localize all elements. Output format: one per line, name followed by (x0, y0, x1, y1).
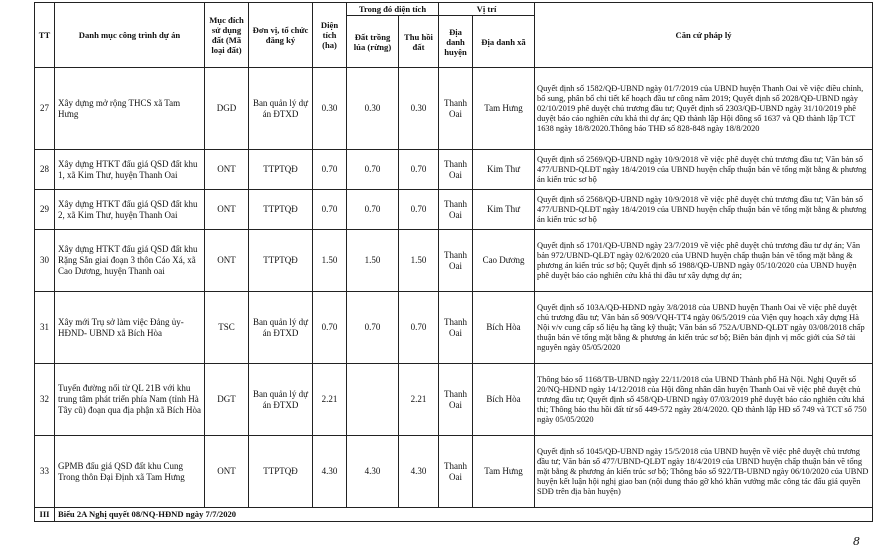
cell-district: Thanh Oai (439, 436, 473, 508)
table-row (35, 190, 873, 230)
header-project: Danh mục công trình dự án (55, 3, 205, 68)
cell-area: 2.21 (313, 364, 347, 436)
table-row (35, 364, 873, 436)
section-title: Biểu 2A Nghị quyết 08/NQ-HĐND ngày 7/7/2020 (55, 508, 873, 522)
cell-rice (347, 364, 399, 436)
header-purpose: Mục đích sử dụng đất (Mã loại đất) (205, 3, 249, 68)
cell-area: 0.30 (313, 68, 347, 150)
cell-tt: 29 (35, 190, 55, 230)
land-use-table (34, 2, 873, 522)
cell-purpose: ONT (205, 190, 249, 230)
cell-project: Xây dựng HTKT đấu giá QSD đất khu 1, xã Kim Thư, huyện Thanh Oai (55, 150, 205, 190)
header-rice: Đất trồng lúa (rừng) (347, 16, 399, 68)
header-tt: TT (35, 3, 55, 68)
cell-purpose: ONT (205, 230, 249, 292)
cell-rice: 1.50 (347, 230, 399, 292)
table-row (35, 436, 873, 508)
cell-basis: Quyết định số 2568/QĐ-UBND ngày 10/9/2018 về việc phê duyệt chủ trương đầu tư; Văn bản số 477/UBND-QLĐT ngày 18/4/2019 của UBND huyện chấp thuận bản vẽ tổng mặt bằng & phương án kiến trúc sơ bộ (535, 190, 873, 230)
cell-area: 1.50 (313, 230, 347, 292)
cell-tt: 28 (35, 150, 55, 190)
cell-basis: Quyết định số 1045/QĐ-UBND ngày 15/5/2018 của UBND huyện về việc phê duyệt chủ trương đầu tư; Văn bản số 477/UBND-QLĐT ngày 18/4/2019 của UBND huyện chấp thuận bản vẽ tổng mặt bằng & phương án kiến trúc sơ bộ; Thông báo số 922/TB-UBND ngày 06/10/2020 của UBND huyện kết luận hội nghị giao ban (nội dung tháo gỡ khó khăn vướng mắc công tác đấu giá quyền SDĐ trên địa bàn huyện) (535, 436, 873, 508)
cell-unit: TTPTQĐ (249, 230, 313, 292)
cell-purpose: TSC (205, 292, 249, 364)
cell-commune: Tam Hưng (473, 436, 535, 508)
header-recover: Thu hồi đất (399, 16, 439, 68)
cell-purpose: DGT (205, 364, 249, 436)
header-district: Địa danh huyện (439, 16, 473, 68)
cell-area: 4.30 (313, 436, 347, 508)
table-row (35, 292, 873, 364)
cell-basis: Quyết định số 1582/QĐ-UBND ngày 01/7/2019 của UBND huyện Thanh Oai về việc điều chỉnh, bổ sung, phân bổ chi tiết kế hoạch đầu tư công năm 2019; Quyết định số 2028/QĐ-UBND ngày 02/10/2019 phê duyệt chủ trương đầu tư; Quyết định số 2303/QĐ-UBND ngày 31/10/2019 phê duyệt báo cáo nghiên cứu khả thi dự án; QĐ thành lập Hội đồng số 1637 và QĐ thành lập TCT 1638 ngày 18/8/2020.Thông báo THĐ số 828-848 ngày 18/8/2020 (535, 68, 873, 150)
cell-unit: TTPTQĐ (249, 150, 313, 190)
header-group-area: Trong đó diện tích (347, 3, 439, 16)
cell-purpose: ONT (205, 150, 249, 190)
cell-tt: 30 (35, 230, 55, 292)
cell-commune: Bích Hòa (473, 292, 535, 364)
cell-recover: 4.30 (399, 436, 439, 508)
cell-rice: 0.30 (347, 68, 399, 150)
cell-basis: Quyết định số 1701/QĐ-UBND ngày 23/7/2019 về việc phê duyệt chủ trương đầu tư dự án; Văn bản 972/UBND-QLĐT ngày 02/6/2020 của UBND huyện chấp thuận bản vẽ tổng mặt bằng & phương án kiến trúc sơ bộ; Quyết định số 1988/QĐ-UBND ngày 05/10/2020 của UBND huyện phê duyệt báo cáo nghiên cứu khả thi đầu tư xây dựng dự án; (535, 230, 873, 292)
cell-commune: Kim Thư (473, 190, 535, 230)
cell-basis: Quyết định số 2569/QĐ-UBND ngày 10/9/2018 về việc phê duyệt chủ trương đầu tư; Văn bản số 477/UBND-QLĐT ngày 18/4/2019 của UBND huyện chấp thuận bản vẽ tổng mặt bằng & phương án kiến trúc sơ bộ (535, 150, 873, 190)
cell-unit: Ban quản lý dự án ĐTXD (249, 364, 313, 436)
cell-recover: 2.21 (399, 364, 439, 436)
cell-district: Thanh Oai (439, 292, 473, 364)
cell-unit: Ban quản lý dự án ĐTXD (249, 292, 313, 364)
header-area: Diện tích (ha) (313, 3, 347, 68)
cell-basis: Thông báo số 1168/TB-UBND ngày 22/11/2018 của UBND Thành phố Hà Nội. Nghị Quyết số 20/NQ-HĐND ngày 14/12/2018 của Hội đồng nhân dân huyện Thanh Oai về việc phê duyệt chủ trương đầu tư; Quyết định số 458/QĐ-UBND ngày 07/03/2019 phê duyệt báo cáo nghiên cứu khả thi; Thông báo thu hồi đất từ số 449-572 ngày 28/4/2020. QĐ thành lập HĐ số 749 và TCT số 750 ngày 05/05/2020 (535, 364, 873, 436)
cell-project: Tuyến đường nối từ QL 21B với khu trung tâm phát triển phía Nam (tỉnh Hà Tây cũ) đoạn qua địa phận xã Bích Hòa (55, 364, 205, 436)
cell-unit: TTPTQĐ (249, 436, 313, 508)
cell-recover: 0.70 (399, 190, 439, 230)
cell-recover: 0.70 (399, 292, 439, 364)
cell-commune: Bích Hòa (473, 364, 535, 436)
cell-recover: 0.70 (399, 150, 439, 190)
section-number: III (35, 508, 55, 522)
cell-project: GPMB đấu giá QSD đất khu Cung Trong thôn Đại Định xã Tam Hưng (55, 436, 205, 508)
table-row (35, 150, 873, 190)
cell-district: Thanh Oai (439, 364, 473, 436)
cell-district: Thanh Oai (439, 190, 473, 230)
header-group-location: Vị trí (439, 3, 535, 16)
cell-purpose: ONT (205, 436, 249, 508)
cell-tt: 32 (35, 364, 55, 436)
header-commune: Địa danh xã (473, 16, 535, 68)
cell-rice: 0.70 (347, 150, 399, 190)
cell-rice: 0.70 (347, 190, 399, 230)
page-mark: 8 (853, 535, 860, 548)
cell-project: Xây dựng HTKT đấu giá QSD đất khu Rặng Sắn giai đoạn 3 thôn Cáo Xá, xã Cao Dương, huyện Thanh oai (55, 230, 205, 292)
cell-project: Xây mới Trụ sở làm việc Đảng ủy-HĐND- UBND xã Bích Hòa (55, 292, 205, 364)
cell-tt: 31 (35, 292, 55, 364)
cell-recover: 0.30 (399, 68, 439, 150)
table-row (35, 68, 873, 150)
cell-commune: Cao Dương (473, 230, 535, 292)
cell-area: 0.70 (313, 292, 347, 364)
header-basis: Căn cứ pháp lý (535, 3, 873, 68)
cell-project: Xây dựng HTKT đấu giá QSD đất khu 2, xã Kim Thư, huyện Thanh Oai (55, 190, 205, 230)
cell-district: Thanh Oai (439, 68, 473, 150)
cell-recover: 1.50 (399, 230, 439, 292)
cell-unit: Ban quản lý dự án ĐTXD (249, 68, 313, 150)
cell-purpose: DGD (205, 68, 249, 150)
cell-basis: Quyết định số 103A/QĐ-HĐND ngày 3/8/2018 của UBND huyện Thanh Oai về việc phê duyệt chủ trương đầu tư; Văn bản số 909/VQH-TT4 ngày 06/5/2019 của Viện quy hoạch xây dựng Hà Nội v/v cung cấp số liệu hạ tầng kỹ thuật; Văn bản số 752A/UBND-QLĐT ngày 03/08/2018 chấp thuận bản vẽ tổng mặt bằng & phương án kiến trúc sơ bộ; Biên bản định vị mốc giới của Sở tài nguyên ngày 05/05/2020 (535, 292, 873, 364)
cell-rice: 0.70 (347, 292, 399, 364)
cell-tt: 33 (35, 436, 55, 508)
cell-district: Thanh Oai (439, 230, 473, 292)
cell-area: 0.70 (313, 190, 347, 230)
cell-unit: TTPTQĐ (249, 190, 313, 230)
cell-commune: Tam Hưng (473, 68, 535, 150)
cell-tt: 27 (35, 68, 55, 150)
table-row (35, 230, 873, 292)
section-row (35, 508, 873, 522)
cell-project: Xây dựng mở rộng THCS xã Tam Hưng (55, 68, 205, 150)
header-unit: Đơn vị, tổ chức đăng ký (249, 3, 313, 68)
cell-area: 0.70 (313, 150, 347, 190)
cell-commune: Kim Thư (473, 150, 535, 190)
cell-district: Thanh Oai (439, 150, 473, 190)
cell-rice: 4.30 (347, 436, 399, 508)
